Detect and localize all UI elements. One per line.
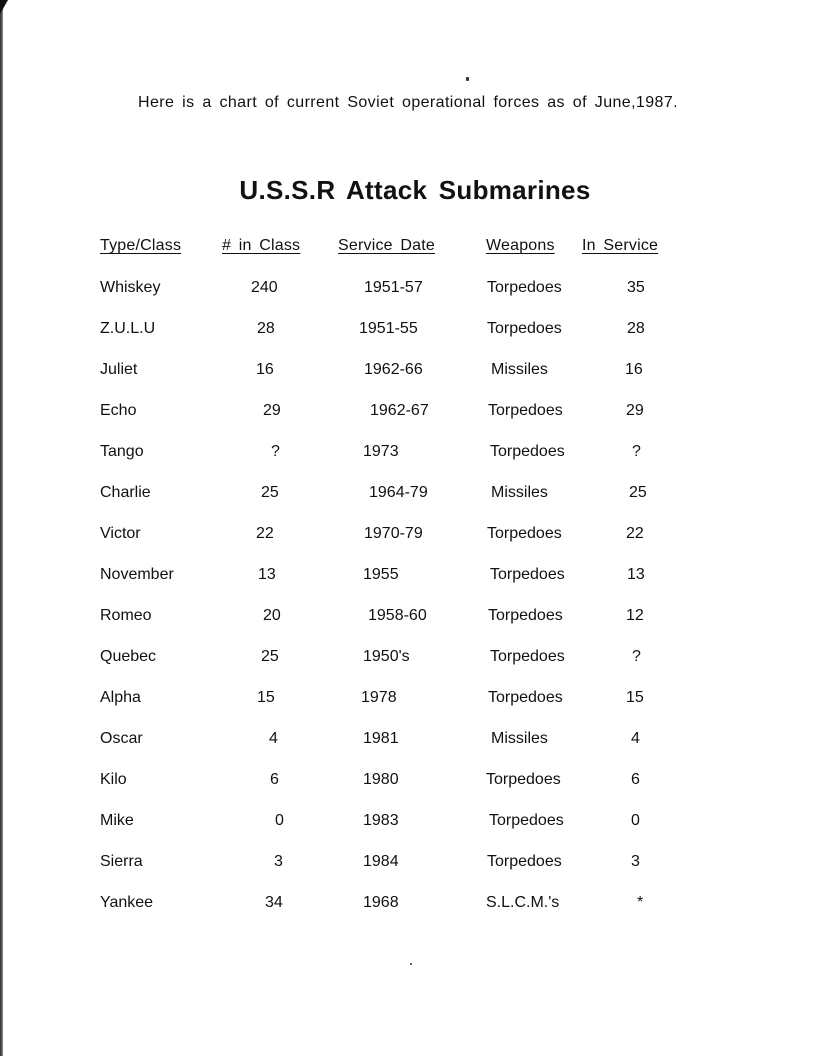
cell-weapons: S.L.C.M.'s — [486, 894, 560, 911]
table-row — [0, 812, 816, 836]
cell-type-class: Victor — [100, 525, 141, 542]
cell-in-service: 6 — [631, 771, 640, 788]
cell-in-service: 22 — [626, 525, 644, 542]
cell-type-class: Kilo — [100, 771, 127, 788]
table-row — [0, 648, 816, 672]
cell-service-date: 1984 — [363, 853, 399, 870]
cell-weapons: Torpedoes — [488, 402, 563, 419]
cell-type-class: November — [100, 566, 174, 583]
cell-number-in-class: 29 — [263, 402, 281, 419]
scan-speck — [410, 963, 412, 965]
cell-in-service: 35 — [627, 279, 645, 296]
cell-weapons: Torpedoes — [487, 525, 562, 542]
table-row — [0, 730, 816, 754]
table-row — [0, 361, 816, 385]
cell-type-class: Charlie — [100, 484, 151, 501]
column-header-weapons: Weapons — [486, 237, 555, 254]
table-row — [0, 525, 816, 549]
cell-weapons: Missiles — [491, 730, 548, 747]
cell-weapons: Torpedoes — [489, 812, 564, 829]
cell-number-in-class: 3 — [274, 853, 283, 870]
cell-number-in-class: 15 — [257, 689, 275, 706]
cell-in-service: * — [637, 894, 644, 911]
cell-number-in-class: 4 — [269, 730, 278, 747]
column-header-type-class: Type/Class — [100, 237, 182, 254]
cell-type-class: Sierra — [100, 853, 143, 870]
cell-type-class: Tango — [100, 443, 144, 460]
cell-weapons: Missiles — [491, 361, 548, 378]
column-header-number-in-class: # in Class — [222, 237, 301, 254]
cell-in-service: 15 — [626, 689, 644, 706]
cell-service-date: 1962-66 — [364, 361, 423, 378]
scan-speck — [466, 77, 469, 81]
cell-in-service: 29 — [626, 402, 644, 419]
cell-in-service: 3 — [631, 853, 640, 870]
cell-weapons: Torpedoes — [488, 689, 563, 706]
cell-service-date: 1968 — [363, 894, 399, 911]
cell-number-in-class: 28 — [257, 320, 275, 337]
cell-type-class: Alpha — [100, 689, 141, 706]
cell-type-class: Juliet — [100, 361, 138, 378]
cell-in-service: 12 — [626, 607, 644, 624]
table-row — [0, 320, 816, 344]
cell-weapons: Torpedoes — [490, 566, 565, 583]
cell-type-class: Mike — [100, 812, 134, 829]
cell-service-date: 1970-79 — [364, 525, 423, 542]
table-row — [0, 566, 816, 590]
cell-number-in-class: 34 — [265, 894, 283, 911]
cell-service-date: 1962-67 — [370, 402, 429, 419]
cell-service-date: 1950's — [363, 648, 410, 665]
cell-in-service: 4 — [631, 730, 640, 747]
cell-type-class: Romeo — [100, 607, 152, 624]
cell-number-in-class: 6 — [270, 771, 279, 788]
cell-service-date: 1964-79 — [369, 484, 428, 501]
table-row — [0, 443, 816, 467]
cell-number-in-class: 13 — [258, 566, 276, 583]
column-header-in-service: In Service — [582, 237, 659, 254]
table-row — [0, 402, 816, 426]
cell-in-service: 25 — [629, 484, 647, 501]
page-title: U.S.S.R Attack Submarines — [239, 175, 591, 205]
cell-weapons: Torpedoes — [488, 607, 563, 624]
cell-weapons: Torpedoes — [487, 320, 562, 337]
cell-number-in-class: ? — [271, 443, 280, 460]
table-row — [0, 279, 816, 303]
table-row — [0, 484, 816, 508]
cell-number-in-class: 0 — [275, 812, 284, 829]
cell-in-service: 0 — [631, 812, 640, 829]
cell-weapons: Torpedoes — [486, 771, 561, 788]
cell-type-class: Echo — [100, 402, 137, 419]
cell-service-date: 1983 — [363, 812, 399, 829]
cell-service-date: 1973 — [363, 443, 399, 460]
cell-number-in-class: 25 — [261, 648, 279, 665]
table-row — [0, 853, 816, 877]
cell-weapons: Torpedoes — [490, 648, 565, 665]
table-row — [0, 607, 816, 631]
cell-weapons: Torpedoes — [487, 853, 562, 870]
cell-type-class: Oscar — [100, 730, 143, 747]
cell-service-date: 1981 — [363, 730, 399, 747]
cell-number-in-class: 20 — [263, 607, 281, 624]
table-row — [0, 689, 816, 713]
cell-service-date: 1958-60 — [368, 607, 427, 624]
intro-text: Here is a chart of current Soviet operational forces as of June,1987. — [138, 94, 678, 111]
cell-service-date: 1980 — [363, 771, 399, 788]
column-header-service-date: Service Date — [338, 237, 435, 254]
table-row — [0, 894, 816, 918]
cell-service-date: 1951-57 — [364, 279, 423, 296]
cell-type-class: Quebec — [100, 648, 157, 665]
cell-in-service: 16 — [625, 361, 643, 378]
cell-number-in-class: 25 — [261, 484, 279, 501]
cell-in-service: 13 — [627, 566, 645, 583]
cell-in-service: 28 — [627, 320, 645, 337]
cell-service-date: 1955 — [363, 566, 399, 583]
cell-number-in-class: 240 — [251, 279, 278, 296]
cell-in-service: ? — [632, 648, 641, 665]
scan-corner-mark — [0, 0, 8, 14]
cell-number-in-class: 16 — [256, 361, 274, 378]
cell-type-class: Yankee — [100, 894, 154, 911]
cell-weapons: Missiles — [491, 484, 548, 501]
cell-type-class: Whiskey — [100, 279, 161, 296]
table-row — [0, 771, 816, 795]
cell-weapons: Torpedoes — [487, 279, 562, 296]
cell-type-class: Z.U.L.U — [100, 320, 156, 337]
cell-service-date: 1978 — [361, 689, 397, 706]
cell-weapons: Torpedoes — [490, 443, 565, 460]
cell-in-service: ? — [632, 443, 641, 460]
cell-service-date: 1951-55 — [359, 320, 418, 337]
cell-number-in-class: 22 — [256, 525, 274, 542]
